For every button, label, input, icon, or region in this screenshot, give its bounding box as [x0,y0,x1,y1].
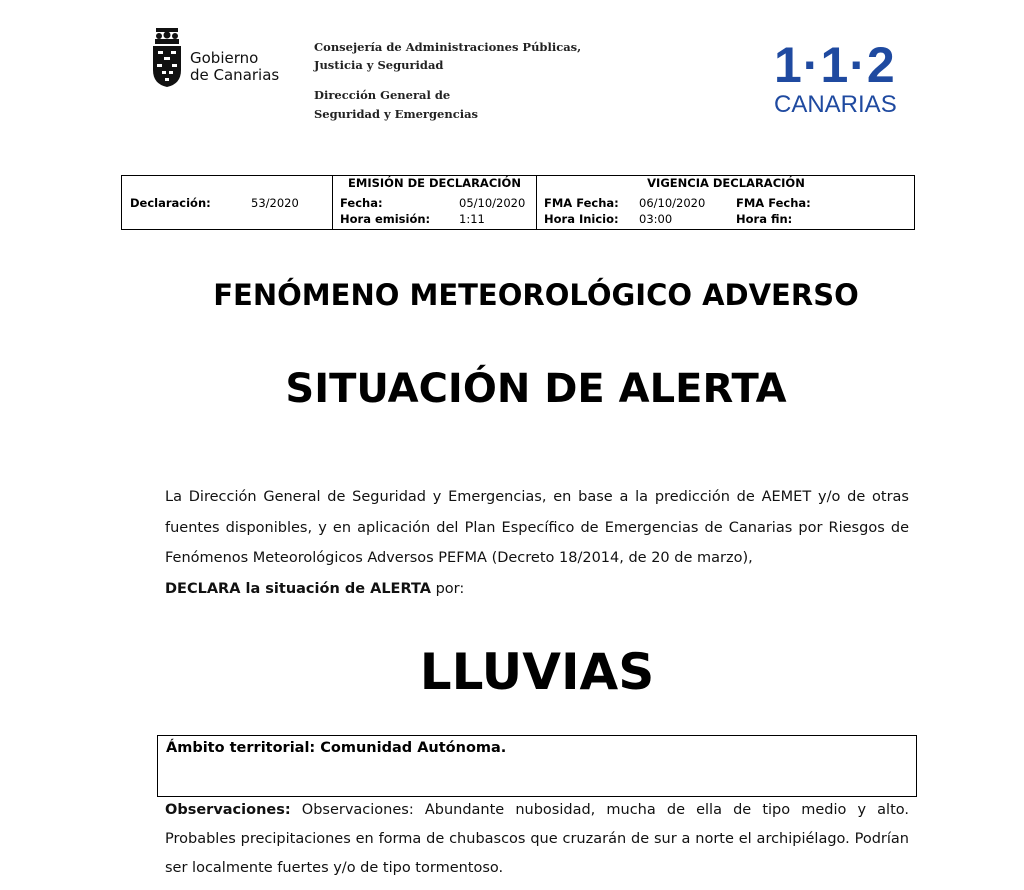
logo-112-subtitle: CANARIAS [774,91,897,118]
logo-112-number: 1·1·2 [774,37,896,93]
fecha-label: Fecha: [340,196,383,210]
direccion-line1: Dirección General de [314,88,451,102]
observaciones-paragraph [165,796,909,883]
gobierno-canarias-logo [150,26,290,90]
gobierno-line1: Gobierno [190,49,259,67]
hora-emision-label: Hora emisión: [340,212,431,226]
observaciones-text: Observaciones: Abundante nubosidad, mucha de ella de tipo medio y alto. Probables precipitaciones en forma de chubascos que cruzarán de sur a norte el archipiélago. Podrían ser localmente fuertes y/o de tipo tormentoso. [165,802,909,876]
ambito-box [157,735,917,797]
hora-emision-value: 1:11 [459,212,485,226]
vigencia-header: VIGENCIA DECLARACIÓN [647,176,805,190]
direccion-line2: Seguridad y Emergencias [314,107,478,121]
fma-fecha-value: 06/10/2020 [639,196,706,210]
hora-fin-label: Hora fin: [736,212,793,226]
alerta-text: ALERTA [370,580,431,597]
canarias-crest-icon [150,26,184,88]
declaracion-value: 53/2020 [251,196,299,210]
declaracion-label: Declaración: [130,196,211,210]
declaration-table [121,175,915,230]
consejeria-heading [314,38,594,74]
fecha-value: 05/10/2020 [459,196,526,210]
intro-paragraph [165,482,909,604]
fma-fecha-label: FMA Fecha: [544,196,619,210]
ambito-text: Ámbito territorial: Comunidad Autónoma. [166,740,507,756]
fma-fecha-fin-label: FMA Fecha: [736,196,811,210]
alert-situation-title: SITUACIÓN DE ALERTA [285,366,787,412]
consejeria-line1: Consejería de Administraciones Públicas, [314,40,582,54]
intro-text: La Dirección General de Seguridad y Emergencias, en base a la predicción de AEMET y/o de otras fuentes disponibles, y en aplicación del Plan Específico de Emergencias de Canarias por Riesgos de Fenómenos Meteorológicos Adversos PEFMA (Decreto 18/2014, de 20 de marzo), [165,489,909,566]
gobierno-name [190,50,279,84]
hora-inicio-label: Hora Inicio: [544,212,619,226]
observaciones-label: Observaciones: [165,802,291,818]
logo-112-canarias [774,37,899,120]
gobierno-line2: de Canarias [190,66,280,84]
direccion-heading [314,86,594,124]
consejeria-line2: Justicia y Seguridad [314,58,444,72]
emision-header: EMISIÓN DE DECLARACIÓN [348,176,521,190]
declara-text: DECLARA la situación de [165,580,371,597]
por-text: por: [430,580,465,597]
document-title: FENÓMENO METEOROLÓGICO ADVERSO [213,278,859,312]
hora-inicio-value: 03:00 [639,212,673,226]
phenomenon-title: LLUVIAS [419,643,655,701]
